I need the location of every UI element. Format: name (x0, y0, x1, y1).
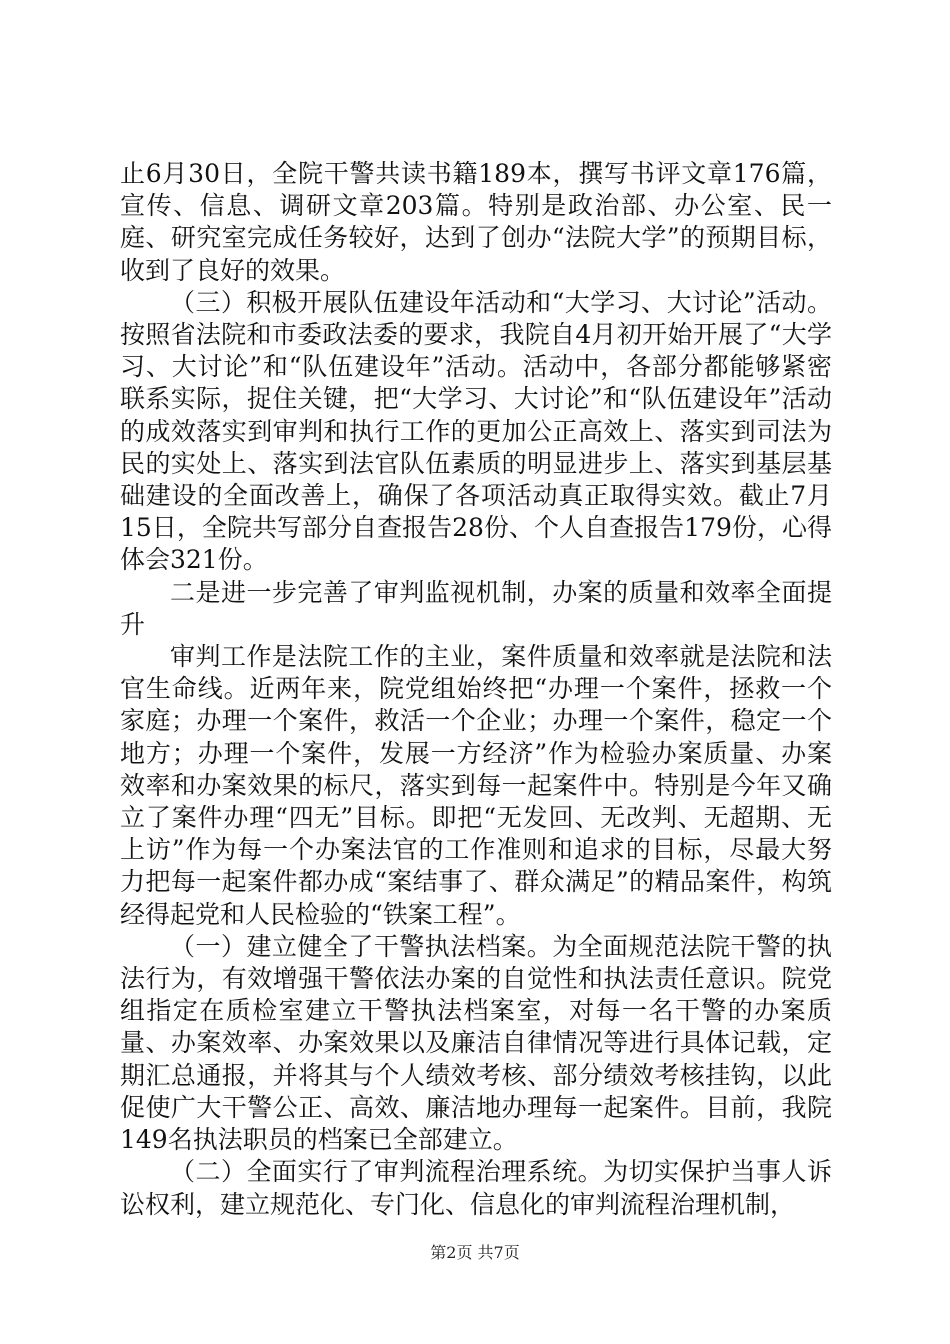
paragraph-3-heading: 二是进一步完善了审判监视机制，办案的质量和效率全面提升 (120, 577, 832, 639)
document-body (120, 158, 832, 1221)
paragraph-6: （二）全面实行了审判流程治理系统。为切实保护当事人诉讼权利，建立规范化、专门化、信息化的审判流程治理机制， (120, 1157, 832, 1219)
paragraph-5: （一）建立健全了干警执法档案。为全面规范法院干警的执法行为，有效增强干警依法办案的自觉性和执法责任意识。院党组指定在质检室建立干警执法档案室，对每一名干警的办案质量、办案效率、办案效果以及廉洁自律情况等进行具体记载，定期汇总通报，并将其与个人绩效考核、部分绩效考核挂钩，以此促使广大干警公正、高效、廉洁地办理每一起案件。目前，我院149名执法职员的档案已全部建立。 (120, 931, 832, 1155)
paragraph-1: 止6月30日，全院干警共读书籍189本，撰写书评文章176篇，宣传、信息、调研文章203篇。特别是政治部、办公室、民一庭、研究室完成任务较好，达到了创办“法院大学”的预期目标，收到了良好的效果。 (120, 159, 832, 285)
paragraph-4: 审判工作是法院工作的主业，案件质量和效率就是法院和法官生命线。近两年来，院党组始终把“办理一个案件，拯救一个家庭；办理一个案件，救活一个企业；办理一个案件，稳定一个地方；办理一个案件，发展一方经济”作为检验办案质量、办案效率和办案效果的标尺，落实到每一起案件中。特别是今年又确立了案件办理“四无”目标。即把“无发回、无改判、无超期、无上访”作为每一个办案法官的工作准则和追求的目标，尽最大努力把每一起案件都办成“案结事了、群众满足”的精品案件，构筑经得起党和人民检验的“铁案工程”。 (120, 642, 832, 929)
paragraph-2: （三）积极开展队伍建设年活动和“大学习、大讨论”活动。按照省法院和市委政法委的要求，我院自4月初开始开展了“大学习、大讨论”和“队伍建设年”活动。活动中，各部分都能够紧密联系实际，捉住关键，把“大学习、大讨论”和“队伍建设年”活动的成效落实到审判和执行工作的更加公正高效上、落实到司法为民的实处上、落实到法官队伍素质的明显进步上、落实到基层基础建设的全面改善上，确保了各项活动真正取得实效。截止7月15日，全院共写部分自查报告28份、个人自查报告179份，心得体会321份。 (120, 287, 832, 575)
page-number-footer: 第2页 共7页 (430, 1243, 520, 1262)
